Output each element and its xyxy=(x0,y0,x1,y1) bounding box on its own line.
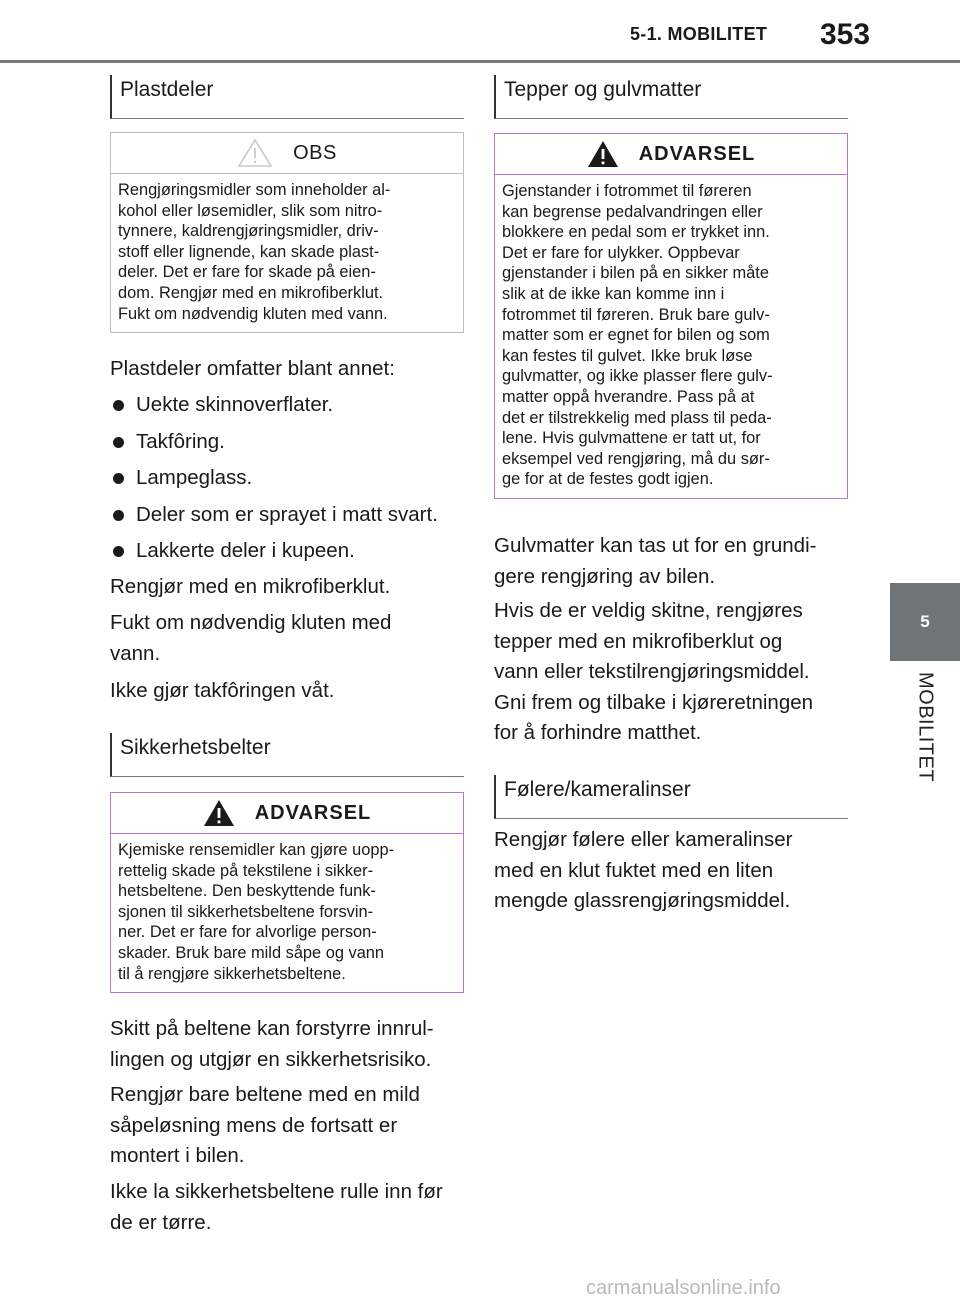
belt-warning-header xyxy=(111,793,463,833)
notice-line: eksempel ved rengjøring, må du sør- xyxy=(502,449,770,468)
notice-line: gjenstander i bilen på en sikker måte xyxy=(502,264,769,283)
paragraph-line: tepper med en mikrofiberklut og xyxy=(494,629,783,653)
obs-notice-title: OBS xyxy=(293,141,337,164)
chapter-title xyxy=(890,672,960,792)
belt-warning-box xyxy=(110,792,464,993)
paragraph-line: lingen og utgjør en sikkerhetsrisiko. xyxy=(110,1047,432,1071)
paragraph-line: Fukt om nødvendig kluten med xyxy=(110,611,392,634)
notice-line: gulvmatter, og ikke plasser flere gulv- xyxy=(502,367,773,386)
belt-paragraph-1 xyxy=(110,1014,470,1075)
bullet-dot-icon xyxy=(113,400,124,411)
paragraph-line: Hvis de er veldig skitne, rengjøres xyxy=(494,599,803,622)
notice-line: fotrommet til føreren. Bruk bare gulv- xyxy=(502,305,770,324)
notice-line: Fukt om nødvendig kluten med vann. xyxy=(118,304,388,323)
bullet-dot-icon xyxy=(113,510,124,521)
carpet-paragraph-2 xyxy=(494,596,854,749)
belt-paragraph-2 xyxy=(110,1080,470,1172)
list-item-text: Lampeglass. xyxy=(136,466,253,489)
plast-intro: Plastdeler omfatter blant annet: xyxy=(110,357,395,380)
notice-line: Rengjøringsmidler som inneholder al- xyxy=(118,181,391,199)
notice-line: rettelig skade på tekstilene i sikker- xyxy=(118,861,374,880)
notice-line: tynnere, kaldrengjøringsmidler, driv- xyxy=(118,222,379,241)
list-item xyxy=(110,536,470,573)
page-number: 353 xyxy=(820,18,871,51)
obs-notice-box xyxy=(110,132,464,333)
notice-line: dom. Rengjør med en mikrofiberklut. xyxy=(118,283,384,302)
notice-line: deler. Det er fare for skade på eien- xyxy=(118,263,376,282)
section-heading-folere: Følere/kameralinser xyxy=(494,775,848,819)
bullet-dot-icon xyxy=(113,546,124,557)
paragraph-line: gere rengjøring av bilen. xyxy=(494,564,716,588)
notice-line: skader. Bruk bare mild såpe og vann xyxy=(118,943,385,962)
list-item xyxy=(110,500,470,537)
notice-line: kohol eller løsemidler, slik som nitro- xyxy=(118,201,383,220)
notice-line: slik at de ikke kan komme inn i xyxy=(502,284,725,303)
carpet-warning-box xyxy=(494,133,848,499)
belt-paragraph-3 xyxy=(110,1177,470,1238)
warning-triangle-filled-icon xyxy=(587,140,619,168)
header-divider xyxy=(0,60,960,63)
warning-triangle-filled-icon xyxy=(203,799,235,827)
notice-line: ner. Det er fare for alvorlige person- xyxy=(118,923,377,942)
section-heading-sikkerhetsbelter: Sikkerhetsbelter xyxy=(110,733,464,777)
paragraph-line: Gulvmatter kan tas ut for en grundi- xyxy=(494,534,817,557)
notice-line: sjonen til sikkerhetsbeltene forsvin- xyxy=(118,902,374,921)
list-item-text: Takfôring. xyxy=(136,429,225,453)
list-item-text: Deler som er sprayet i matt svart. xyxy=(136,502,438,526)
paragraph-line: vann eller tekstilrengjøringsmiddel. xyxy=(494,660,810,683)
section-reference: 5-1. MOBILITET xyxy=(630,24,768,44)
paragraph-line: vann. xyxy=(110,641,161,665)
chapter-number: 5 xyxy=(920,612,930,631)
plast-bullet-list xyxy=(110,390,470,573)
notice-line: Det er fare for ulykker. Oppbevar xyxy=(502,243,740,262)
notice-line: ge for at de festes godt igjen. xyxy=(502,470,714,489)
notice-line: Gjenstander i fotrommet til føreren xyxy=(502,182,752,200)
plast-paragraph-3: Ikke gjør takfôringen våt. xyxy=(110,679,335,702)
paragraph-line: mengde glassrengjøringsmiddel. xyxy=(494,889,791,912)
carpet-warning-title: ADVARSEL xyxy=(638,142,756,165)
notice-line: blokkere en pedal som er trykket inn. xyxy=(502,223,770,242)
notice-line: Kjemiske rensemidler kan gjøre uopp- xyxy=(118,841,395,859)
plast-paragraph-1: Rengjør med en mikrofiberklut. xyxy=(110,575,391,598)
notice-line: lene. Hvis gulvmattene er tatt ut, for xyxy=(502,429,761,448)
paragraph-line: for å forhindre matthet. xyxy=(494,721,702,744)
list-item xyxy=(110,390,470,427)
paragraph-line: montert i bilen. xyxy=(110,1144,245,1167)
bullet-dot-icon xyxy=(113,473,124,484)
belt-warning-body xyxy=(111,833,463,992)
notice-line: kan festes til gulvet. Ikke bruk løse xyxy=(502,346,753,365)
list-item xyxy=(110,463,470,500)
paragraph-line: Rengjør bare beltene med en mild xyxy=(110,1083,420,1106)
notice-line: kan begrense pedalvandringen eller xyxy=(502,202,763,221)
watermark: carmanualsonline.info xyxy=(586,1277,781,1299)
notice-line: det er tilstrekkelig med plass til peda- xyxy=(502,408,772,427)
carpet-paragraph-1 xyxy=(494,531,854,592)
chapter-title-text: MOBILITET xyxy=(914,672,937,783)
section-heading-tepper: Tepper og gulvmatter xyxy=(494,75,848,119)
carpet-warning-header xyxy=(495,134,847,174)
paragraph-line: Ikke la sikkerhetsbeltene rulle inn før xyxy=(110,1180,443,1203)
paragraph-line: såpeløsning mens de fortsatt er xyxy=(110,1113,398,1137)
paragraph-line: Rengjør følere eller kameralinser xyxy=(494,828,793,851)
chapter-tab[interactable] xyxy=(890,583,960,661)
notice-line: matter som er egnet for bilen og som xyxy=(502,326,770,345)
list-item xyxy=(110,427,470,464)
page-header xyxy=(0,0,960,62)
paragraph-line: med en klut fuktet med en liten xyxy=(494,858,774,882)
carpet-warning-body xyxy=(495,174,847,498)
sensor-paragraph xyxy=(494,825,854,917)
notice-line: stoff eller lignende, kan skade plast- xyxy=(118,242,380,261)
caution-triangle-outline-icon xyxy=(237,138,273,168)
plast-paragraph-2 xyxy=(110,608,470,669)
paragraph-line: de er tørre. xyxy=(110,1210,212,1234)
notice-line: hetsbeltene. Den beskyttende funk- xyxy=(118,882,376,901)
section-heading-plastdeler: Plastdeler xyxy=(110,75,464,119)
bullet-dot-icon xyxy=(113,437,124,448)
list-item-text: Uekte skinnoverflater. xyxy=(136,393,334,416)
paragraph-line: Skitt på beltene kan forstyrre innrul- xyxy=(110,1017,434,1040)
obs-notice-header xyxy=(111,133,463,173)
paragraph-line: Gni frem og tilbake i kjøreretningen xyxy=(494,690,814,714)
belt-warning-title: ADVARSEL xyxy=(254,801,372,824)
obs-notice-body xyxy=(111,173,463,332)
notice-line: matter oppå hverandre. Pass på at xyxy=(502,387,755,406)
list-item-text: Lakkerte deler i kupeen. xyxy=(136,539,355,562)
notice-line: til å rengjøre sikkerhetsbeltene. xyxy=(118,964,346,983)
